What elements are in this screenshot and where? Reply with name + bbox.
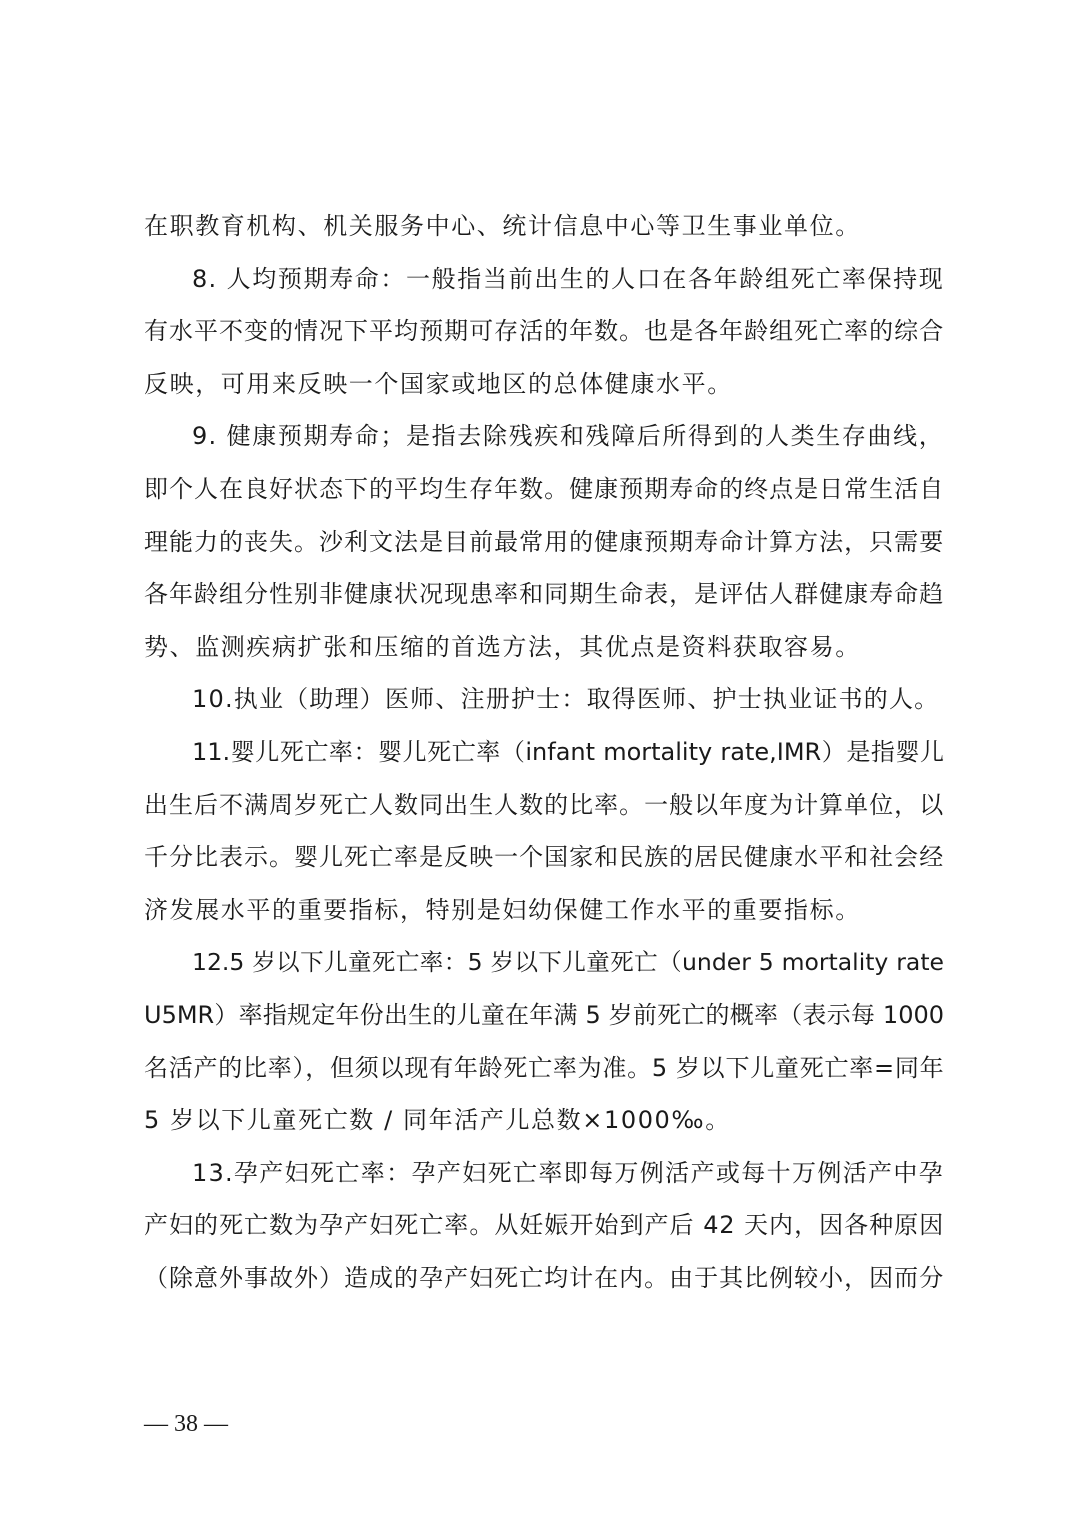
text-line: 反映，可用来反映一个国家或地区的总体健康水平。: [144, 369, 733, 398]
body-text: [144, 200, 944, 1304]
text-line: 济发展水平的重要指标，特别是妇幼保健工作水平的重要指标。: [144, 895, 861, 924]
text-line: 12.5 岁以下儿童死亡率：5 岁以下儿童死亡（under 5 mortality rate: [192, 948, 944, 977]
text-line: 9. 健康预期寿命；是指去除残疾和残障后所得到的人类生存曲线，: [192, 422, 944, 451]
text-line: 8. 人均预期寿命：一般指当前出生的人口在各年龄组死亡率保持现: [192, 264, 944, 293]
text-line: 10.执业（助理）医师、注册护士：取得医师、护士执业证书的人。: [192, 685, 940, 714]
text-line: 千分比表示。婴儿死亡率是反映一个国家和民族的居民健康水平和社会经: [144, 843, 944, 872]
text-line: 势、监测疾病扩张和压缩的首选方法，其优点是资料获取容易。: [144, 632, 861, 661]
text-line: 理能力的丧失。沙利文法是目前最常用的健康预期寿命计算方法，只需要: [144, 527, 944, 556]
text-line: 即个人在良好状态下的平均生存年数。健康预期寿命的终点是日常生活自: [144, 474, 944, 503]
text-line: 11.婴儿死亡率：婴儿死亡率（infant mortality rate,IMR）是指婴儿: [192, 737, 944, 766]
text-line: 产妇的死亡数为孕产妇死亡率。从妊娠开始到产后 42 天内，因各种原因: [144, 1211, 944, 1240]
text-line: 有水平不变的情况下平均预期可存活的年数。也是各年龄组死亡率的综合: [144, 317, 944, 346]
text-line: 在职教育机构、机关服务中心、统计信息中心等卫生事业单位。: [144, 212, 861, 240]
text-line: 出生后不满周岁死亡人数同出生人数的比率。一般以年度为计算单位，以: [144, 790, 944, 819]
text-line: U5MR）率指规定年份出生的儿童在年满 5 岁前死亡的概率（表示每 1000: [144, 1000, 944, 1029]
text-line: 名活产的比率），但须以现有年龄死亡率为准。5 岁以下儿童死亡率=同年: [144, 1053, 944, 1082]
page-number: — 38 —: [144, 1411, 228, 1437]
text-line: 5 岁以下儿童死亡数 / 同年活产儿总数×1000‰。: [144, 1106, 731, 1135]
text-line: 各年龄组分性别非健康状况现患率和同期生命表，是评估人群健康寿命趋: [144, 580, 944, 609]
text-line: （除意外事故外）造成的孕产妇死亡均计在内。由于其比例较小，因而分: [144, 1263, 944, 1292]
text-line: 13.孕产妇死亡率：孕产妇死亡率即每万例活产或每十万例活产中孕: [192, 1158, 944, 1187]
